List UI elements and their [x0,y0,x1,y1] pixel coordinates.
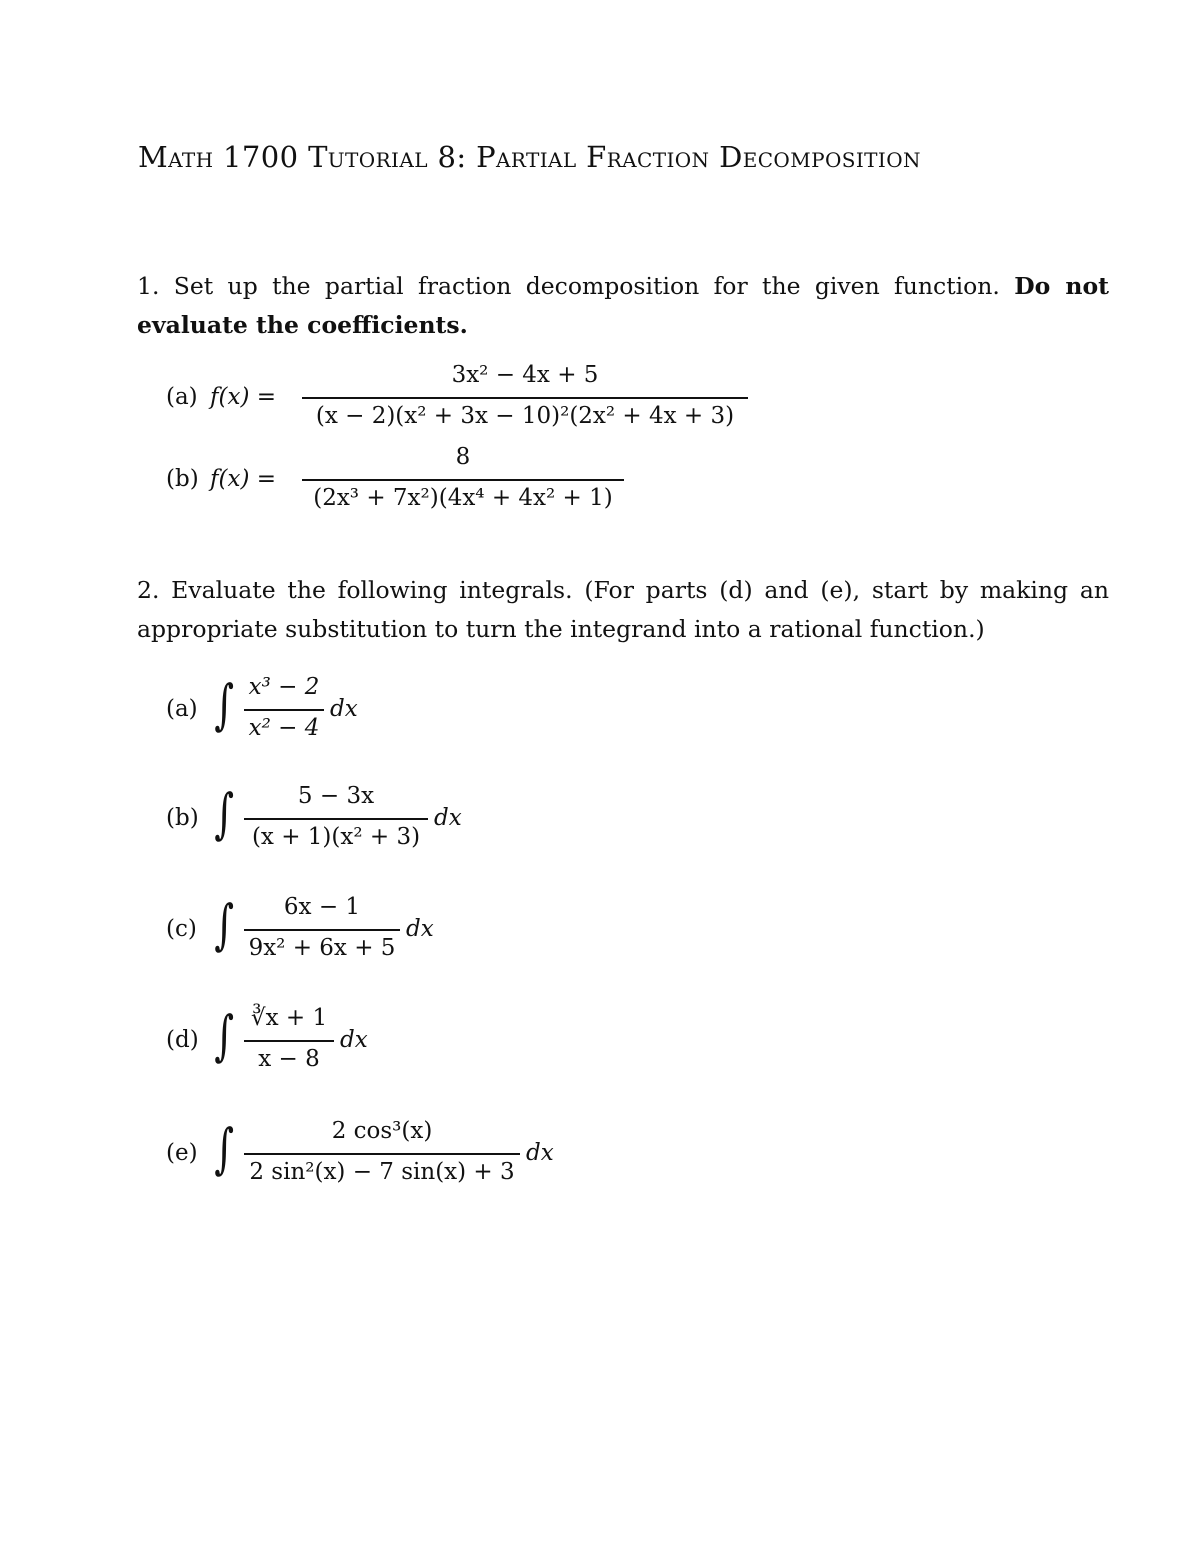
denominator: 9x² + 6x + 5 [248,935,396,961]
denominator: x − 8 [258,1046,320,1072]
problem-1-emphasis: Do not evaluate the coefficients. [137,272,1109,339]
problem-1-prompt [137,267,1109,345]
integral-sign: ∫ [214,1117,234,1180]
part-label: (c) [166,916,197,942]
function-lhs: f(x) = [210,384,277,410]
differential: dx [340,1027,368,1053]
fraction [302,444,624,518]
fraction-bar [244,709,324,711]
page-title: Math 1700 Tutorial 8: Partial Fraction Decomposition [138,140,921,174]
fraction-bar [302,397,748,399]
differential: dx [330,696,358,722]
differential: dx [406,916,434,942]
part-label: (b) [166,466,199,492]
integral-sign: ∫ [214,1004,234,1067]
part-label: (b) [166,805,199,831]
fraction-bar [244,1153,520,1155]
fraction [302,362,748,436]
integral-sign: ∫ [214,782,234,845]
fraction [244,894,400,968]
fraction [244,1118,520,1192]
differential: dx [526,1140,554,1166]
denominator: (2x³ + 7x²)(4x⁴ + 4x² + 1) [313,485,613,511]
numerator: 5 − 3x [297,783,375,809]
problem-1-text: 1. Set up the partial fraction decomposition for the given function. [137,272,1000,300]
numerator: ∛x + 1 [250,1005,328,1031]
fraction [244,674,324,748]
function-lhs: f(x) = [210,466,277,492]
integral-sign: ∫ [214,893,234,956]
numerator: 6x − 1 [283,894,361,920]
part-label: (e) [166,1140,198,1166]
denominator: 2 sin²(x) − 7 sin(x) + 3 [249,1159,515,1185]
denominator: (x + 1)(x² + 3) [251,824,421,850]
numerator: 3x² − 4x + 5 [451,362,599,388]
fraction-bar [244,929,400,931]
fraction-bar [244,818,428,820]
denominator: x² − 4 [248,715,320,741]
fraction-bar [302,479,624,481]
numerator: 2 cos³(x) [331,1118,433,1144]
part-label: (d) [166,1027,199,1053]
fraction [244,1005,334,1079]
denominator: (x − 2)(x² + 3x − 10)²(2x² + 4x + 3) [315,403,735,429]
differential: dx [434,805,462,831]
integral-sign: ∫ [214,673,234,736]
part-label: (a) [166,696,198,722]
fraction [244,783,428,857]
part-label: (a) [166,384,198,410]
numerator: 8 [455,444,471,470]
numerator: x³ − 2 [248,674,320,700]
problem-2-prompt: 2. Evaluate the following integrals. (For parts (d) and (e), start by making an appropriate substitution to turn the integrand into a rational function.) [137,576,1109,643]
fraction-bar [244,1040,334,1042]
